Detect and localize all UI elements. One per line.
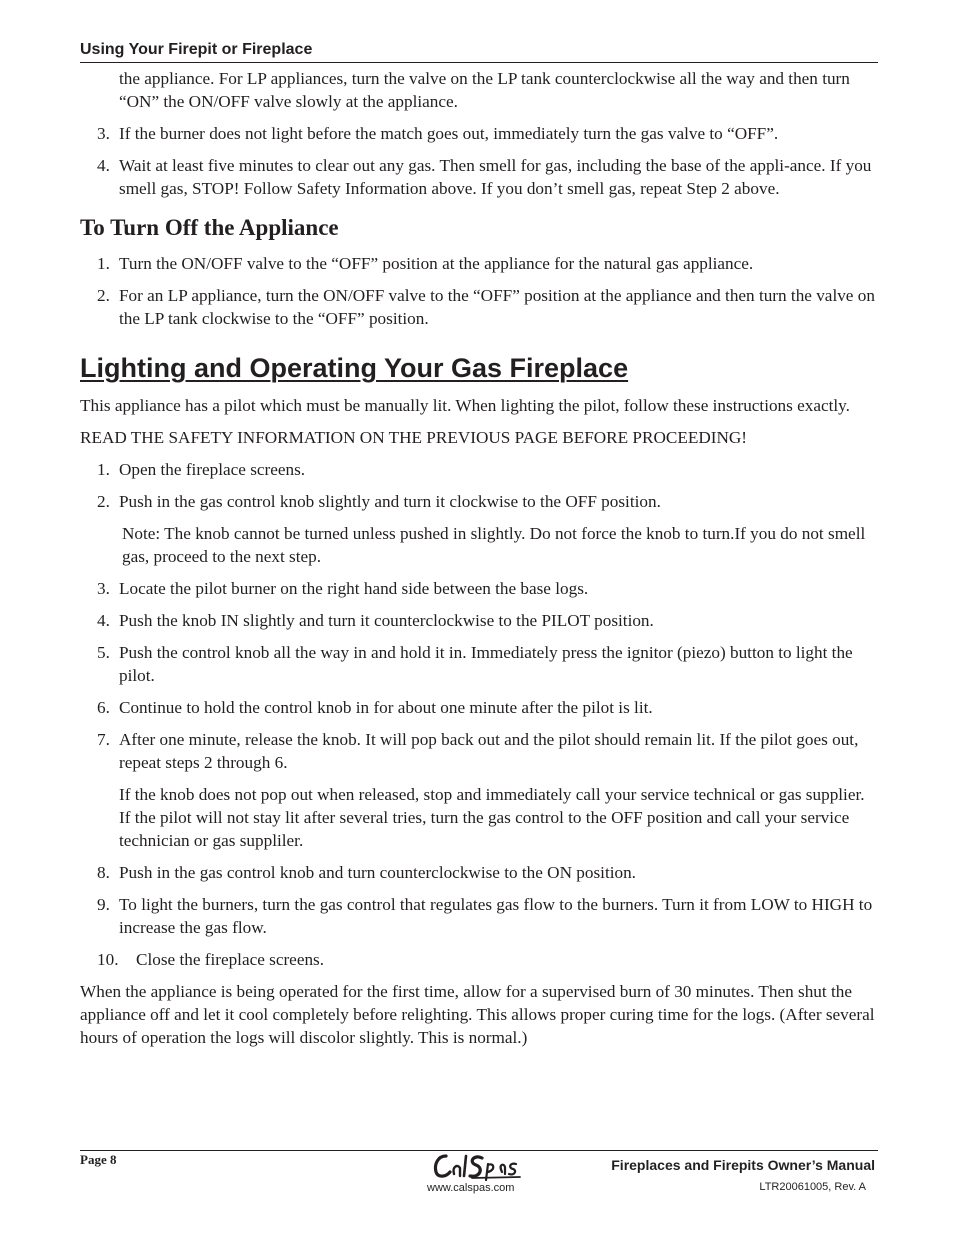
list-item [80, 490, 880, 513]
step-number: 4. [97, 156, 110, 175]
step-text: To light the burners, turn the gas control that regulates gas flow to the burners. Turn it from LOW to HIGH to increase the gas flow. [119, 895, 873, 937]
list-item [80, 609, 880, 632]
safety-warning: READ THE SAFETY INFORMATION ON THE PREVIOUS PAGE BEFORE PROCEEDING! [80, 428, 748, 447]
step-text: For an LP appliance, turn the ON/OFF valve to the “OFF” position at the appliance and then turn the valve on the LP tank clockwise to the “OFF” position. [119, 286, 875, 328]
step-text: Push in the gas control knob slightly and turn it clockwise to the OFF position. [119, 492, 661, 511]
lighting-steps-list-final [80, 861, 880, 971]
manual-title: Fireplaces and Firepits Owner’s Manual [611, 1157, 875, 1173]
list-item [80, 641, 880, 687]
document-revision-code: LTR20061005, Rev. A [759, 1181, 866, 1193]
step-text: Open the fireplace screens. [119, 460, 306, 479]
step-number: 9. [97, 895, 110, 914]
list-item [80, 696, 880, 719]
list-item [80, 122, 880, 145]
step-text: After one minute, release the knob. It will pop back out and the pilot should remain lit. If the pilot goes out, repeat steps 2 through 6. [119, 730, 859, 772]
calspas-logo [432, 1150, 522, 1182]
step-number: 8. [97, 863, 110, 882]
page-number: Page 8 [80, 1152, 117, 1167]
step-text: Close the fireplace screens. [136, 950, 325, 969]
step-text: Push the knob IN slightly and turn it counterclockwise to the PILOT position. [119, 611, 654, 630]
list-item [80, 252, 880, 275]
step-number: 1. [97, 460, 110, 479]
list-item [80, 728, 880, 774]
intro-steps-list [80, 122, 880, 200]
continued-step-text: the appliance. For LP appliances, turn the valve on the LP tank counterclockwise all the way and then turn “ON” the ON/OFF valve slowly at the appliance. [119, 69, 850, 111]
step-number: 2. [97, 492, 110, 511]
lighting-steps-list-continued [80, 577, 880, 774]
knob-note: Note: The knob cannot be turned unless pushed in slightly. Do not force the knob to turn.If you do not smell gas, proceed to the next step. [122, 524, 866, 566]
step-number: 1. [97, 254, 110, 273]
first-use-paragraph: When the appliance is being operated for the first time, allow for a supervised burn of 30 minutes. Then shut the appliance off and let it cool completely before relighting. This allows proper curing time for the logs. (After several hours of operation the logs will discolor slightly. This is normal.) [80, 982, 875, 1047]
step-text: Locate the pilot burner on the right hand side between the base logs. [119, 579, 589, 598]
lighting-steps-list [80, 458, 880, 513]
step-text: Push the control knob all the way in and hold it in. Immediately press the ignitor (piezo) button to light the pilot. [119, 643, 853, 685]
turn-off-heading: To Turn Off the Appliance [80, 215, 339, 240]
step-number: 2. [97, 286, 110, 305]
list-item [80, 893, 880, 939]
step-text: Turn the ON/OFF valve to the “OFF” position at the appliance for the natural gas appliance. [119, 254, 754, 273]
step-text: If the burner does not light before the match goes out, immediately turn the gas valve to “OFF”. [119, 124, 779, 143]
list-item [80, 458, 880, 481]
list-item [80, 948, 880, 971]
page-body [80, 67, 880, 1058]
step-number: 4. [97, 611, 110, 630]
running-header: Using Your Firepit or Fireplace [80, 40, 878, 63]
step-number: 10. [97, 950, 119, 969]
step-text: Wait at least five minutes to clear out any gas. Then smell for gas, including the base of the appli-ance. If you smell gas, STOP! Follow Safety Information above. If you don’t smell gas, repeat Step 2 above. [119, 156, 872, 198]
list-item [80, 284, 880, 330]
turn-off-steps-list [80, 252, 880, 330]
step-number: 7. [97, 730, 110, 749]
lighting-section-heading: Lighting and Operating Your Gas Fireplace [80, 353, 629, 383]
step-number: 6. [97, 698, 110, 717]
pilot-troubleshoot-paragraph: If the knob does not pop out when released, stop and immediately call your service technical or gas supplier. If the pilot will not stay lit after several tries, turn the gas control to the OFF position and call your service technician or gas suppliler. [119, 785, 865, 850]
list-item [80, 154, 880, 200]
step-text: Push in the gas control knob and turn counterclockwise to the ON position. [119, 863, 636, 882]
list-item [80, 861, 880, 884]
website-url: www.calspas.com [427, 1182, 515, 1194]
list-item [80, 577, 880, 600]
lighting-intro: This appliance has a pilot which must be manually lit. When lighting the pilot, follow these instructions exactly. [80, 396, 850, 415]
step-text: Continue to hold the control knob in for about one minute after the pilot is lit. [119, 698, 653, 717]
step-number: 3. [97, 579, 110, 598]
step-number: 3. [97, 124, 110, 143]
step-number: 5. [97, 643, 110, 662]
